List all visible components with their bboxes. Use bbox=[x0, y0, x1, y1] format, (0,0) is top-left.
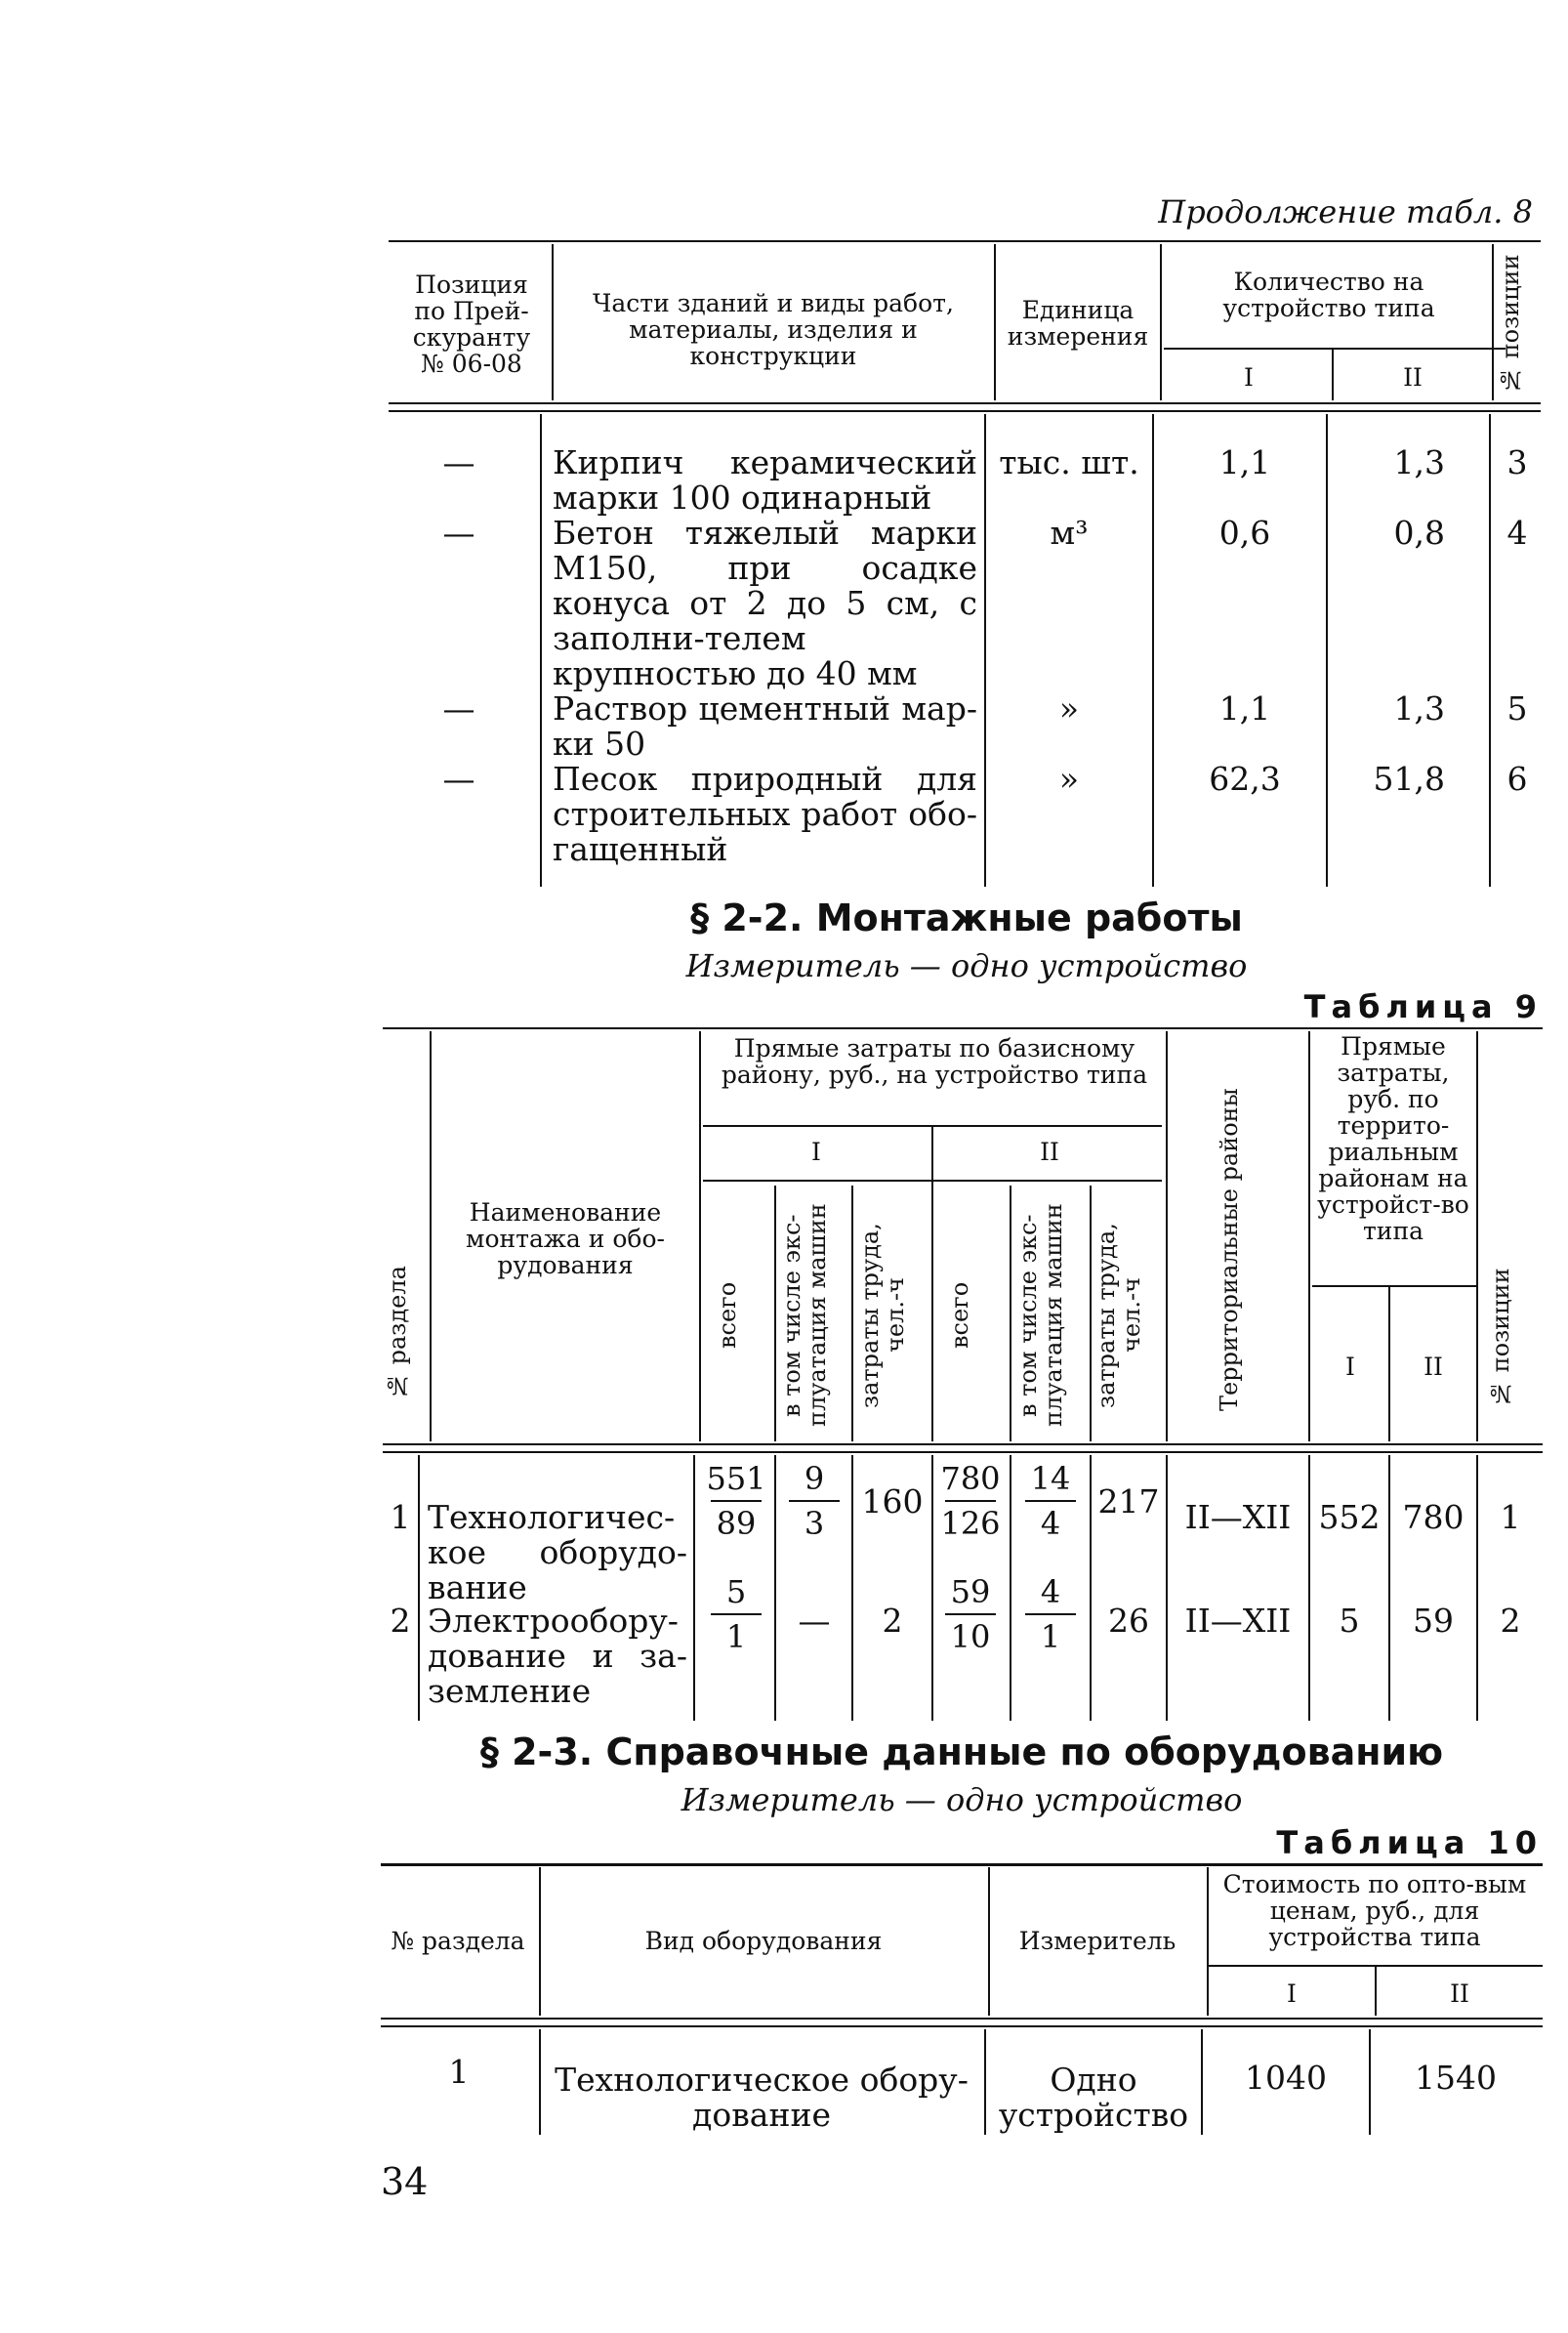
t9-header-direct-regions: Прямые затраты, руб. по террито-риальным районам на устройст-во типа bbox=[1317, 1032, 1469, 1245]
t9-row1-regions: II—XII bbox=[1184, 1498, 1292, 1536]
t9-header-t2-machines: в том числе экс-плуатация машин bbox=[1014, 1203, 1067, 1428]
t8-row2-name: Бетон тяжелый марки М150, при осадке конуса от 2 до 5 см, с заполни-телем крупностью до 40 мм bbox=[553, 514, 977, 692]
t9-row1-no: 1 bbox=[390, 1498, 411, 1536]
t9-header-direct: Прямые затраты по базисному району, руб., на устройство типа bbox=[721, 1034, 1148, 1089]
t8-row3-q1: 1,1 bbox=[1218, 689, 1271, 728]
t10-row1-c1: 1040 bbox=[1245, 2059, 1327, 2097]
t8-row1-position: — bbox=[442, 443, 475, 481]
t10-row1-equipment: Технологическое обору-дование bbox=[555, 2061, 969, 2134]
t8-row2-q2: 0,8 bbox=[1393, 514, 1445, 552]
t8-row1-unit: тыс. шт. bbox=[999, 443, 1139, 481]
t9-header-position-no: № позиции bbox=[1487, 1268, 1514, 1408]
table-9-label: Таблица 9 bbox=[1303, 988, 1543, 1025]
t9-header-t2-labor: затраты труда, чел.-ч bbox=[1093, 1223, 1145, 1408]
t8-row3-no: 5 bbox=[1506, 689, 1528, 728]
t9-row2-name: Электрообору-дование и за-земление bbox=[428, 1602, 687, 1710]
t8-row4-q1: 62,3 bbox=[1209, 760, 1281, 798]
t8-row1-no: 3 bbox=[1506, 443, 1528, 481]
header-position: Позиция по Прей-скуранту № 06-08 bbox=[412, 271, 531, 378]
t8-row3-unit: » bbox=[1058, 689, 1080, 728]
t8-row4-q2: 51,8 bbox=[1373, 760, 1445, 798]
t10-header-equipment: Вид оборудования bbox=[644, 1927, 883, 1955]
header-unit: Единица измерения bbox=[1007, 296, 1149, 351]
t9-row2-t2-machines: 4 1 bbox=[1011, 1574, 1090, 1654]
t10-row1-no: 1 bbox=[448, 2053, 470, 2091]
section-2-3-subtitle: Измеритель — одно устройство bbox=[681, 1781, 1243, 1818]
t9-header-regions: Территориальные районы bbox=[1216, 1088, 1243, 1412]
t9-header-type-2: II bbox=[1040, 1138, 1059, 1166]
t8-row2-no: 4 bbox=[1506, 514, 1528, 552]
t9-header-t1-total: всего bbox=[714, 1281, 741, 1350]
t9-header-t1-machines: в том числе экс-плуатация машин bbox=[778, 1203, 831, 1428]
t9-row1-t1-total: 551 89 bbox=[706, 1460, 766, 1542]
t9-header-section-no: № раздела bbox=[384, 1266, 411, 1400]
t8-row4-position: — bbox=[442, 760, 475, 798]
t8-row1-q2: 1,3 bbox=[1393, 443, 1445, 481]
t8-row2-position: — bbox=[442, 514, 475, 552]
t10-row1-meter: Одно устройство bbox=[998, 2061, 1189, 2134]
t9-row2-t1-labor: 2 bbox=[882, 1602, 903, 1640]
t8-row3-q2: 1,3 bbox=[1393, 689, 1445, 728]
table-10-label: Таблица 10 bbox=[1276, 1824, 1543, 1861]
t8-row1-name: Кирпич керамический марки 100 одинарный bbox=[553, 443, 977, 517]
t9-row2-t1-machines: — bbox=[798, 1602, 831, 1640]
header-type-2: II bbox=[1403, 363, 1423, 392]
t9-row1-t1-machines: 9 3 bbox=[775, 1461, 853, 1541]
t9-row2-t2-labor: 26 bbox=[1108, 1602, 1149, 1640]
t10-header-cost: Стоимость по опто-вым ценам, руб., для устройства типа bbox=[1222, 1870, 1527, 1951]
t9-row1-name: Технологичес-кое оборудо-вание bbox=[428, 1498, 687, 1606]
t9-row2-r1: 5 bbox=[1339, 1602, 1360, 1640]
section-2-2-title: § 2-2. Монтажные работы bbox=[690, 896, 1243, 939]
t9-row1-t2-labor: 217 bbox=[1097, 1482, 1160, 1521]
page-number: 34 bbox=[381, 2160, 429, 2203]
header-parts: Части зданий и виды работ, материалы, изделия и конструкции bbox=[593, 289, 954, 370]
t9-row2-t1-total: 5 1 bbox=[697, 1574, 775, 1654]
header-quantity: Количество на устройство типа bbox=[1222, 268, 1435, 322]
t8-row4-unit: » bbox=[1058, 760, 1080, 798]
t8-row1-q1: 1,1 bbox=[1218, 443, 1271, 481]
t8-row3-name: Раствор цементный мар-ки 50 bbox=[553, 689, 977, 763]
t9-row1-pos: 1 bbox=[1500, 1498, 1521, 1536]
t9-header-type-1: I bbox=[811, 1138, 821, 1166]
header-type-1: I bbox=[1244, 363, 1254, 392]
t8-row4-name: Песок природный для строительных работ обо-гащенный bbox=[553, 760, 977, 868]
header-position-no: № позиции bbox=[1497, 254, 1524, 395]
t9-row1-t2-machines: 14 4 bbox=[1011, 1461, 1090, 1541]
t9-header-region-1: I bbox=[1345, 1353, 1355, 1381]
section-2-2-subtitle: Измеритель — одно устройство bbox=[685, 947, 1248, 984]
t9-row1-t1-labor: 160 bbox=[861, 1482, 924, 1521]
t9-header-region-2: II bbox=[1424, 1353, 1443, 1381]
t9-header-t2-total: всего bbox=[946, 1281, 973, 1350]
t9-row2-t2-total: 59 10 bbox=[931, 1574, 1010, 1654]
t9-header-t1-labor: затраты труда, чел.-ч bbox=[856, 1223, 909, 1408]
t9-row1-t2-total: 780 126 bbox=[940, 1460, 1001, 1542]
t9-row1-r2: 780 bbox=[1402, 1498, 1465, 1536]
t10-row1-c2: 1540 bbox=[1415, 2059, 1497, 2097]
t9-row1-r1: 552 bbox=[1318, 1498, 1381, 1536]
t8-row2-q1: 0,6 bbox=[1218, 514, 1271, 552]
t9-row2-r2: 59 bbox=[1413, 1602, 1454, 1640]
t8-row2-unit: м³ bbox=[1050, 514, 1089, 552]
t9-header-name: Наименование монтажа и обо-рудования bbox=[466, 1198, 665, 1279]
t10-header-meter: Измеритель bbox=[1018, 1927, 1176, 1955]
t8-row4-no: 6 bbox=[1506, 760, 1528, 798]
t10-header-type-2: II bbox=[1450, 1979, 1469, 2008]
t10-header-section-no: № раздела bbox=[391, 1927, 525, 1955]
t10-header-type-1: I bbox=[1287, 1979, 1297, 2008]
section-2-3-title: § 2-3. Справочные данные по оборудованию bbox=[479, 1730, 1444, 1773]
t9-row2-regions: II—XII bbox=[1184, 1602, 1292, 1640]
t9-row2-no: 2 bbox=[390, 1602, 411, 1640]
t8-row3-position: — bbox=[442, 689, 475, 728]
t9-row2-pos: 2 bbox=[1500, 1602, 1521, 1640]
continuation-caption: Продолжение табл. 8 bbox=[1158, 193, 1533, 230]
